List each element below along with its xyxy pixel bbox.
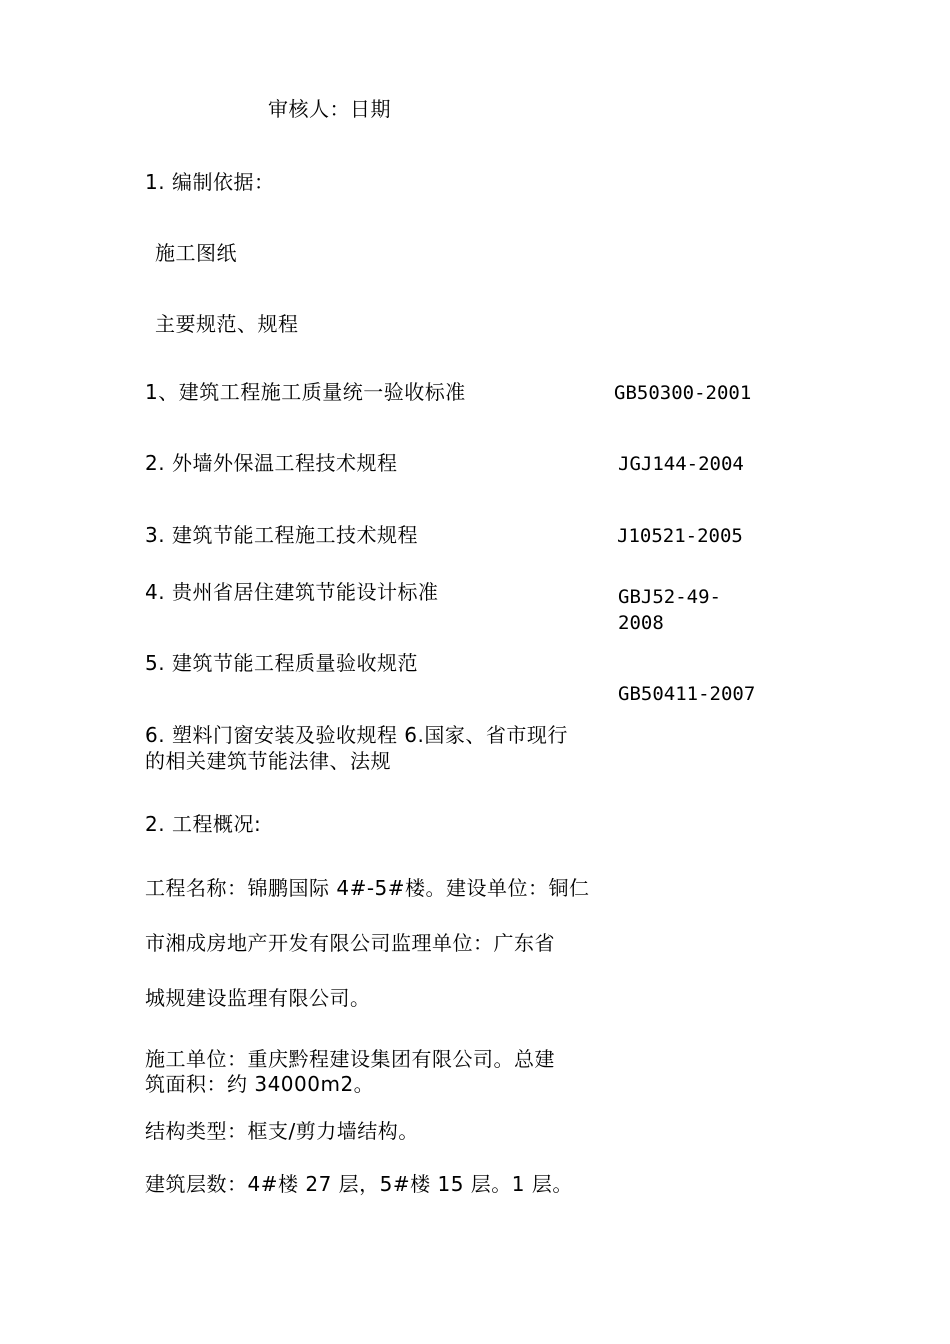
item-6-line2: 的相关建筑节能法律、法规	[145, 749, 391, 773]
section2-heading: 2. 工程概况:	[145, 812, 262, 836]
overview-line-2: 市湘成房地产开发有限公司监理单位：广东省	[145, 931, 555, 955]
standard-1-name: 1、建筑工程施工质量统一验收标准	[145, 380, 466, 404]
overview-line-4: 施工单位：重庆黔程建设集团有限公司。总建	[145, 1047, 555, 1071]
main-codes-label: 主要规范、规程	[155, 312, 299, 336]
standard-4-name: 4. 贵州省居住建筑节能设计标准	[145, 580, 439, 604]
standard-5-code: GB50411-2007	[618, 683, 756, 705]
standard-4-code-line2: 2008	[618, 612, 664, 634]
overview-line-6: 结构类型：框支/剪力墙结构。	[145, 1119, 419, 1143]
section1-heading: 1. 编制依据：	[145, 170, 275, 194]
overview-line-5: 筑面积：约 34000m2。	[145, 1072, 375, 1096]
standard-5-name: 5. 建筑节能工程质量验收规范	[145, 651, 418, 675]
reviewer-date-line: 审核人：日期	[268, 97, 391, 121]
standard-3-code: J10521-2005	[617, 525, 743, 547]
standard-4-code-line1: GBJ52-49-	[618, 586, 721, 608]
standard-1-code: GB50300-2001	[614, 382, 752, 404]
item-6-line1: 6. 塑料门窗安装及验收规程 6.国家、省市现行	[145, 723, 568, 747]
standard-3-name: 3. 建筑节能工程施工技术规程	[145, 523, 418, 547]
overview-line-3: 城规建设监理有限公司。	[145, 986, 371, 1010]
construction-drawings-label: 施工图纸	[155, 241, 237, 265]
standard-2-code: JGJ144-2004	[618, 453, 744, 475]
overview-line-7: 建筑层数：4#楼 27 层，5#楼 15 层。1 层。	[145, 1172, 573, 1196]
overview-line-1: 工程名称：锦鹏国际 4#-5#楼。建设单位：铜仁	[145, 876, 590, 900]
standard-2-name: 2. 外墙外保温工程技术规程	[145, 451, 398, 475]
